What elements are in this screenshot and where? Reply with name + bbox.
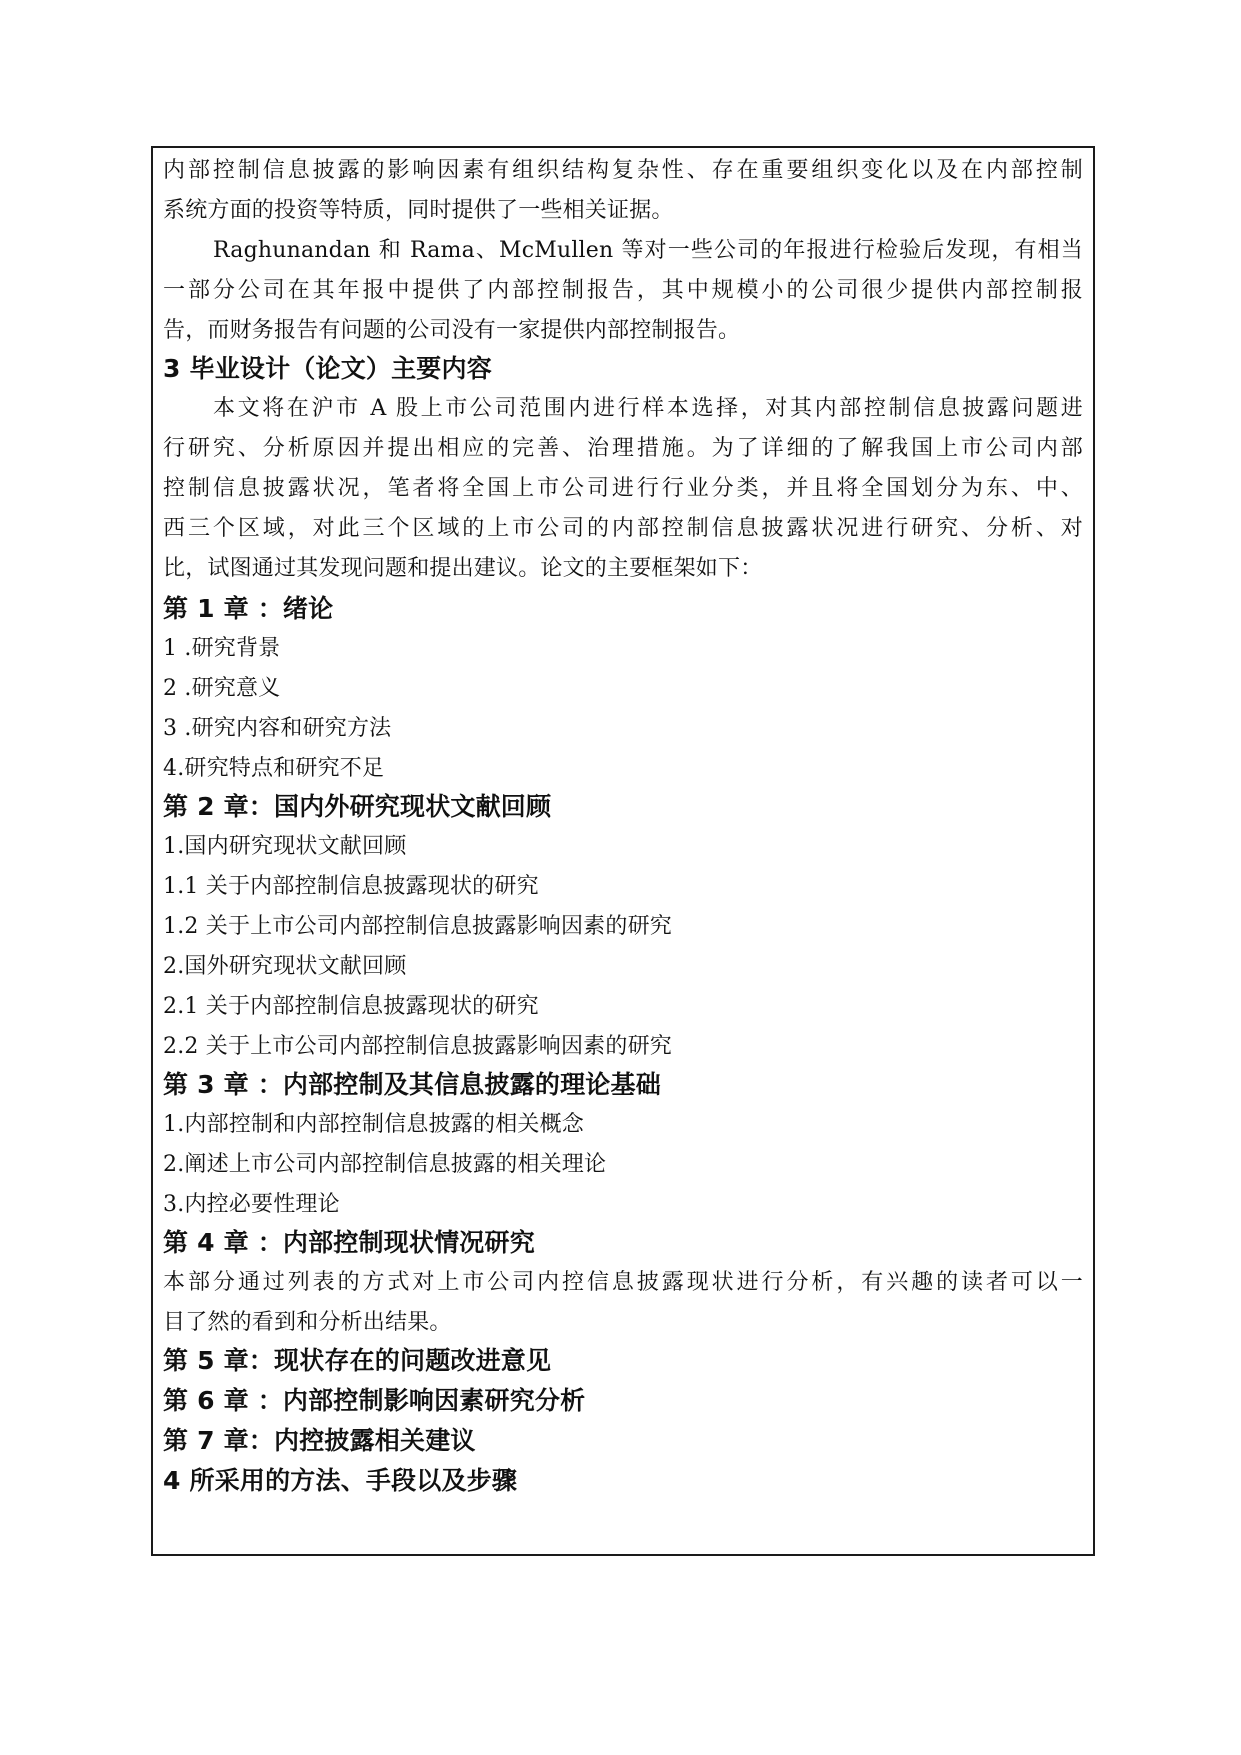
chapter-heading: 第 3 章 ：内部控制及其信息披露的理论基础 [163, 1070, 661, 1099]
outline-item: 2.1 关于内部控制信息披露现状的研究 [163, 994, 539, 1019]
section-heading-3: 3 毕业设计（论文）主要内容 [163, 354, 492, 383]
outline-item: 3.内控必要性理论 [163, 1192, 340, 1217]
chapter-heading: 第 6 章 ：内部控制影响因素研究分析 [163, 1386, 586, 1415]
paragraph-line: 系统方面的投资等特质，同时提供了一些相关证据。 [163, 198, 674, 223]
outline-item: 2 .研究意义 [163, 676, 281, 701]
chapter-heading: 第 5 章：现状存在的问题改进意见 [163, 1346, 552, 1375]
paragraph-line: 目了然的看到和分析出结果。 [163, 1310, 452, 1335]
chapter-heading: 第 7 章：内控披露相关建议 [163, 1426, 476, 1455]
outline-item: 2.阐述上市公司内部控制信息披露的相关理论 [163, 1152, 607, 1177]
content-frame [151, 146, 1095, 1556]
paragraph-line: 告，而财务报告有问题的公司没有一家提供内部控制报告。 [163, 318, 741, 343]
paragraph-line: 一部分公司在其年报中提供了内部控制报告，其中规模小的公司很少提供内部控制报 [163, 278, 1083, 303]
outline-item: 4.研究特点和研究不足 [163, 756, 385, 781]
paragraph-line: 西三个区域，对此三个区域的上市公司的内部控制信息披露状况进行研究、分析、对 [163, 516, 1083, 541]
outline-item: 1.内部控制和内部控制信息披露的相关概念 [163, 1112, 584, 1137]
outline-item: 1.1 关于内部控制信息披露现状的研究 [163, 874, 539, 899]
paragraph-line: 内部控制信息披露的影响因素有组织结构复杂性、存在重要组织变化以及在内部控制 [163, 158, 1083, 183]
outline-item: 1.国内研究现状文献回顾 [163, 834, 407, 859]
outline-item: 1 .研究背景 [163, 636, 281, 661]
outline-item: 2.国外研究现状文献回顾 [163, 954, 407, 979]
paragraph-line: 行研究、分析原因并提出相应的完善、治理措施。为了详细的了解我国上市公司内部 [163, 436, 1083, 461]
chapter-heading: 第 4 章 ：内部控制现状情况研究 [163, 1228, 535, 1257]
chapter-heading: 第 1 章 ：绪论 [163, 594, 334, 623]
paragraph-line: 控制信息披露状况，笔者将全国上市公司进行行业分类，并且将全国划分为东、中、 [163, 476, 1083, 501]
outline-item: 2.2 关于上市公司内部控制信息披露影响因素的研究 [163, 1034, 672, 1059]
outline-item: 3 .研究内容和研究方法 [163, 716, 392, 741]
section-heading-4: 4 所采用的方法、手段以及步骤 [163, 1466, 518, 1495]
paragraph-line: 比，试图通过其发现问题和提出建议。论文的主要框架如下： [163, 556, 763, 581]
chapter-heading: 第 2 章：国内外研究现状文献回顾 [163, 792, 552, 821]
outline-item: 1.2 关于上市公司内部控制信息披露影响因素的研究 [163, 914, 672, 939]
paragraph-line: 本文将在沪市 A 股上市公司范围内进行样本选择，对其内部控制信息披露问题进 [213, 396, 1083, 421]
paragraph-line: Raghunandan 和 Rama、McMullen 等对一些公司的年报进行检验后发现，有相当 [213, 238, 1083, 263]
paragraph-line: 本部分通过列表的方式对上市公司内控信息披露现状进行分析，有兴趣的读者可以一 [163, 1270, 1083, 1295]
